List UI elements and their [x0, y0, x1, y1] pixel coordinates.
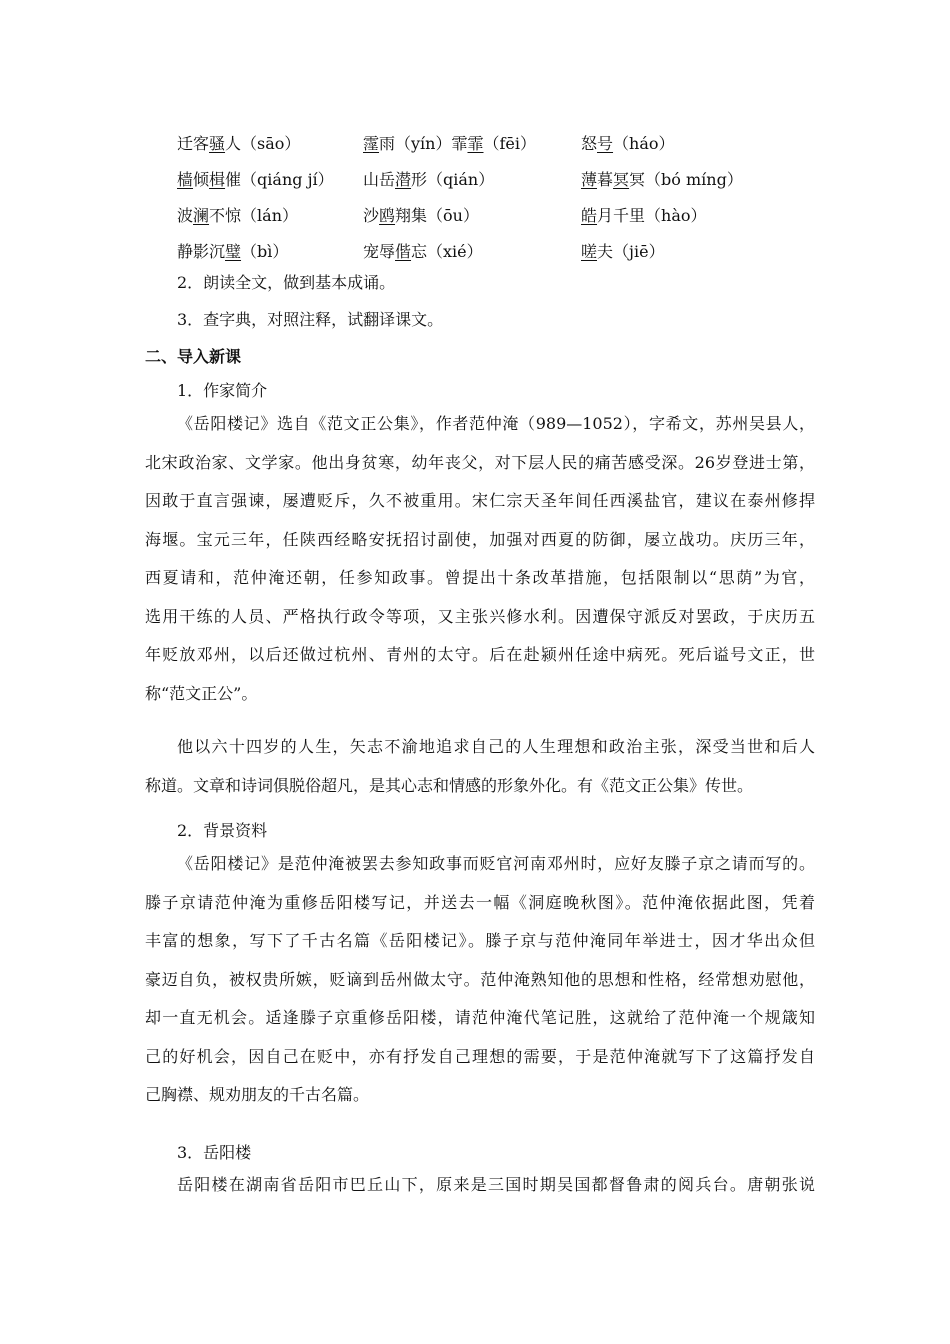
vocab-text: 山岳 — [363, 169, 396, 189]
vocab-text: 形（qián） — [411, 169, 495, 189]
paragraph-line: 年贬放邓州，以后还做过杭州、青州的太守。后在赴颍州任途中病死。死后谥号文正，世 — [145, 645, 815, 664]
vocab-item — [581, 131, 817, 154]
vocab-text: 迁客 — [177, 133, 210, 153]
step-3-text: 3．查字典，对照注释，试翻译课文。 — [177, 310, 444, 329]
vocab-text: 静影沉 — [177, 241, 226, 261]
vocab-text: 月千里（hào） — [597, 205, 707, 225]
paragraph-line: 《岳阳楼记》选自《范文正公集》，作者范仲淹（989—1052），字希文，苏州吴县人， — [177, 414, 815, 433]
subheading-background: 2．背景资料 — [177, 821, 268, 840]
paragraph-line: 豪迈自负，被权贵所嫉，贬谪到岳州做太守。范仲淹熟知他的思想和性格，经常想劝慰他， — [145, 969, 815, 989]
vocab-underlined-char: 樯 — [177, 169, 194, 189]
vocab-underlined-char: 霪 — [363, 133, 380, 153]
vocab-underlined-char: 薄 — [581, 169, 598, 189]
vocab-text: 人（sāo） — [225, 133, 301, 153]
vocab-item — [581, 239, 817, 262]
vocab-item — [363, 167, 581, 190]
paragraph-line: 海堰。宝元三年，任陕西经略安抚招讨副使，加强对西夏的防御，屡立战功。庆历三年， — [145, 529, 815, 549]
paragraph-line: 却一直无机会。适逢滕子京重修岳阳楼，请范仲淹代笔记胜，这就给了范仲淹一个规箴知 — [145, 1008, 815, 1027]
subheading-yueyang-tower: 3．岳阳楼 — [177, 1143, 252, 1162]
vocab-underlined-char: 偕 — [395, 241, 412, 261]
vocab-underlined-char: 骚 — [209, 133, 226, 153]
vocab-underlined-char: 号 — [597, 133, 614, 153]
paragraph-line: 北宋政治家、文学家。他出身贫寒，幼年丧父，对下层人民的痛苦感受深。26岁登进士第， — [145, 452, 815, 472]
vocab-item — [177, 131, 363, 154]
paragraph-line: 滕子京请范仲淹为重修岳阳楼写记，并送去一幅《洞庭晚秋图》。范仲淹依据此图，凭着 — [145, 892, 815, 912]
vocab-text: 翔集（ōu） — [395, 205, 479, 225]
vocab-underlined-char: 楫 — [209, 169, 226, 189]
vocab-text: 宠辱 — [363, 241, 396, 261]
paragraph-author — [145, 405, 815, 713]
subheading-author-intro: 1．作家简介 — [177, 381, 268, 400]
paragraph-line: 己胸襟、规劝朋友的千古名篇。 — [145, 1085, 370, 1104]
vocab-text: 倾 — [193, 169, 210, 189]
vocab-text: 雨（yín）霏 — [379, 133, 468, 153]
vocabulary-list — [177, 124, 817, 268]
section-heading: 二、导入新课 — [145, 347, 242, 366]
paragraph-background — [145, 845, 815, 1115]
vocab-text: 不惊（lán） — [209, 205, 298, 225]
paragraph-line: 岳阳楼在湖南省岳阳市巴丘山下，原来是三国时期吴国都督鲁肃的阅兵台。唐朝张说 — [177, 1175, 815, 1194]
vocab-text: 催（qiáng jí） — [225, 169, 334, 189]
vocab-underlined-char: 冥 — [613, 169, 630, 189]
vocab-underlined-char: 澜 — [193, 205, 210, 225]
vocab-item — [363, 203, 581, 226]
vocab-row — [177, 124, 817, 160]
vocab-item — [363, 239, 581, 262]
vocab-text: 忘（xié） — [411, 241, 483, 261]
vocab-text: 夫（jiē） — [597, 241, 665, 261]
vocab-item — [177, 203, 363, 226]
vocab-item — [581, 203, 817, 226]
vocab-row — [177, 160, 817, 196]
vocab-item — [177, 239, 363, 262]
vocab-text: 怒 — [581, 133, 598, 153]
paragraph-line: 《岳阳楼记》是范仲淹被罢去参知政事而贬官河南邓州时，应好友滕子京之请而写的。 — [177, 854, 815, 873]
paragraph-line: 己的好机会，因自己在贬中，亦有抒发自己理想的需要，于是范仲淹就写下了这篇抒发自 — [145, 1046, 815, 1066]
vocab-underlined-char: 霏 — [467, 133, 484, 153]
vocab-item — [581, 167, 817, 190]
vocab-text: 波 — [177, 205, 194, 225]
vocab-underlined-char: 鸥 — [379, 205, 396, 225]
paragraph-life — [145, 728, 815, 805]
paragraph-line: 因敢于直言强谏，屡遭贬斥，久不被重用。宋仁宗天圣年间任西溪盐官，建议在泰州修捍 — [145, 491, 815, 510]
vocab-underlined-char: 潜 — [395, 169, 412, 189]
vocab-row — [177, 232, 817, 268]
vocab-underlined-char: 嗟 — [581, 241, 598, 261]
paragraph-line: 称“范文正公”。 — [145, 683, 258, 703]
paragraph-line: 丰富的想象，写下了千古名篇《岳阳楼记》。滕子京与范仲淹同年举进士，因才华出众但 — [145, 931, 815, 950]
vocab-text: 暮 — [597, 169, 614, 189]
paragraph-line: 西夏请和，范仲淹还朝，任参知政事。曾提出十条改革措施，包括限制以“思荫”为官， — [145, 568, 815, 587]
vocab-text: （fēi） — [483, 133, 537, 153]
vocab-row — [177, 196, 817, 232]
vocab-text: （bì） — [241, 241, 289, 261]
vocab-item — [363, 131, 581, 154]
paragraph-yueyang-tower — [145, 1166, 815, 1205]
vocab-text: 沙 — [363, 205, 380, 225]
paragraph-line: 称道。文章和诗词俱脱俗超凡，是其心志和情感的形象外化。有《范文正公集》传世。 — [145, 775, 754, 795]
step-2-text: 2．朗读全文，做到基本成诵。 — [177, 273, 396, 292]
paragraph-line: 选用干练的人员、严格执行政令等项，又主张兴修水利。因遭保守派反对罢政，于庆历五 — [145, 606, 815, 626]
paragraph-line: 他以六十四岁的人生，矢志不渝地追求自己的人生理想和政治主张，深受当世和后人 — [177, 737, 815, 756]
vocab-underlined-char: 璧 — [225, 241, 242, 261]
vocab-text: （háo） — [613, 133, 675, 153]
vocab-underlined-char: 皓 — [581, 205, 598, 225]
vocab-text: 冥（bó míng） — [629, 169, 743, 189]
vocab-item — [177, 167, 363, 190]
